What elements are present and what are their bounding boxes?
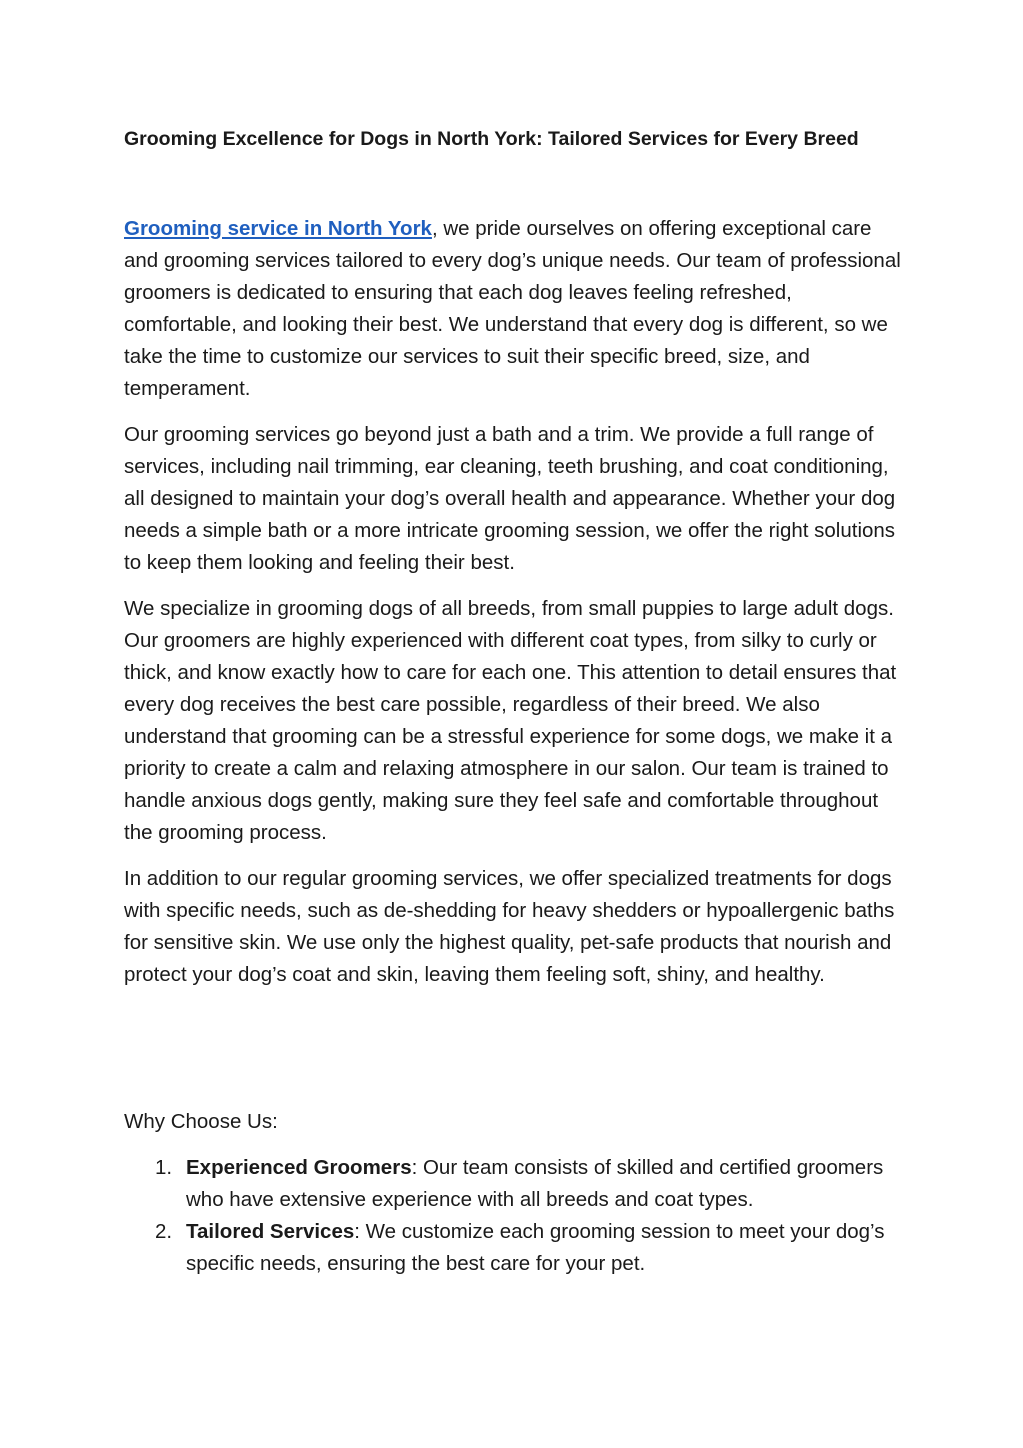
list-item-number: 1. bbox=[155, 1156, 173, 1179]
intro-paragraph bbox=[124, 213, 904, 405]
list-item bbox=[124, 1216, 904, 1280]
intro-text: , we pride ourselves on offering exceptional care and grooming services tailored to every dog’s unique needs. Our team of professional groomers is dedicated to ensuring that each dog leaves feeling refreshed, comfortable, and looking their best. We understand that every dog is different, so we take the time to customize our services to suit their specific breed, size, and temperament. bbox=[124, 217, 901, 400]
list-item-term: Tailored Services bbox=[186, 1220, 355, 1243]
paragraph-breeds: We specialize in grooming dogs of all breeds, from small puppies to large adult dogs. Our groomers are highly experienced with different coat types, from silky to curly or thick, and know exactly how to care for each one. This attention to detail ensures that every dog receives the best care possible, regardless of their breed. We also understand that grooming can be a stressful experience for some dogs, we make it a priority to create a calm and relaxing atmosphere in our salon. Our team is trained to handle anxious dogs gently, making sure they feel safe and comfortable throughout the grooming process. bbox=[124, 597, 897, 844]
list-item-text: : We customize each grooming session to meet your dog’s specific needs, ensuring the best care for your pet. bbox=[186, 1220, 885, 1275]
paragraph-services: Our grooming services go beyond just a bath and a trim. We provide a full range of services, including nail trimming, ear cleaning, teeth brushing, and coat conditioning, all designed to maintain your dog’s overall health and appearance. Whether your dog needs a simple bath or a more intricate grooming session, we offer the right solutions to keep them looking and feeling their best. bbox=[124, 423, 896, 574]
why-choose-us-heading: Why Choose Us: bbox=[124, 1110, 278, 1133]
reasons-list bbox=[124, 1152, 904, 1280]
grooming-service-link[interactable]: Grooming service in North York bbox=[124, 217, 432, 240]
document-body bbox=[124, 213, 904, 1005]
list-item-term: Experienced Groomers bbox=[186, 1156, 412, 1179]
list-item bbox=[124, 1152, 904, 1216]
document-title: Grooming Excellence for Dogs in North York: Tailored Services for Every Breed bbox=[124, 128, 859, 150]
paragraph-treatments: In addition to our regular grooming services, we offer specialized treatments for dogs with specific needs, such as de-shedding for heavy shedders or hypoallergenic baths for sensitive skin. We use only the highest quality, pet-safe products that nourish and protect your dog’s coat and skin, leaving them feeling soft, shiny, and healthy. bbox=[124, 867, 895, 986]
list-item-text: : Our team consists of skilled and certified groomers who have extensive experience with all breeds and coat types. bbox=[186, 1156, 884, 1211]
list-item-number: 2. bbox=[155, 1220, 173, 1243]
